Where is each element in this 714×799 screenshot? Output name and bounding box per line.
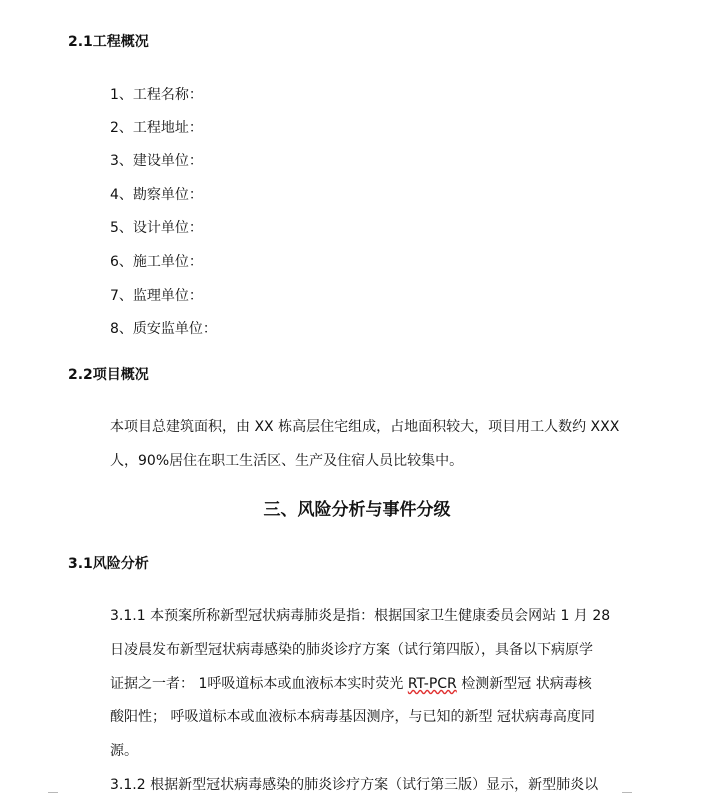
list-item-project-name: 1、工程名称：: [110, 87, 203, 103]
paragraph-line: [110, 675, 592, 693]
section-heading-2-1: 2.1工程概况: [68, 34, 149, 50]
paragraph-line: 日凌晨发布新型冠状病毒感染的肺炎诊疗方案（试行第四版），具备以下病原学: [110, 642, 593, 658]
list-item-construction-unit: 3、建设单位：: [110, 153, 203, 169]
chapter-title: 三、风险分析与事件分级: [263, 500, 451, 520]
list-item-project-address: 2、工程地址：: [110, 120, 203, 136]
section-heading-2-2: 2.2项目概况: [68, 367, 149, 383]
page-margin-marker-left: [48, 792, 58, 799]
text-run: 检测新型冠 状病毒核: [456, 676, 592, 692]
paragraph-line: 3.1.1 本预案所称新型冠状病毒肺炎是指：根据国家卫生健康委员会网站 1 月 28: [110, 608, 611, 624]
page-margin-marker-right: [622, 792, 632, 799]
list-item-quality-safety-unit: 8、质安监单位：: [110, 321, 217, 337]
list-item-builder-unit: 6、施工单位：: [110, 254, 203, 270]
list-item-survey-unit: 4、勘察单位：: [110, 187, 203, 203]
paragraph-line: 源。: [110, 743, 138, 759]
spellcheck-flagged-term: RT-PCR: [407, 676, 457, 692]
paragraph-line: 酸阳性； 呼吸道标本或血液标本病毒基因测序，与已知的新型 冠状病毒高度同: [110, 709, 595, 725]
list-item-supervision-unit: 7、监理单位：: [110, 288, 203, 304]
paragraph-line: 本项目总建筑面积，由 XX 栋高层住宅组成，占地面积较大，项目用工人数约 XXX: [110, 419, 620, 435]
paragraph-line: 3.1.2 根据新型冠状病毒感染的肺炎诊疗方案（试行第三版）显示，新型肺炎以: [110, 777, 599, 793]
list-item-design-unit: 5、设计单位：: [110, 220, 203, 236]
paragraph-line: 人，90%居住在职工生活区、生产及住宿人员比较集中。: [110, 453, 464, 469]
text-run: 证据之一者： 1呼吸道标本或血液标本实时荧光: [110, 676, 408, 692]
section-heading-3-1: 3.1风险分析: [68, 556, 149, 572]
